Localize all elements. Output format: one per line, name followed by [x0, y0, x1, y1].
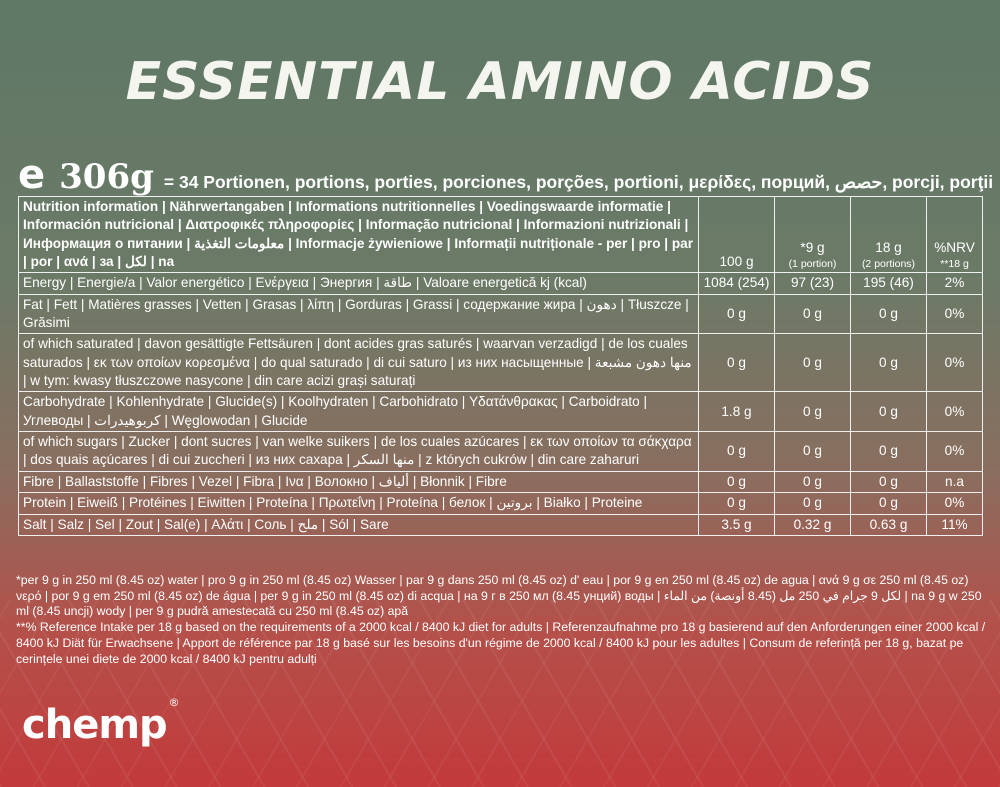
table-row-sugars — [19, 432, 983, 472]
row-label: Salt | Salz | Sel | Zout | Sal(e) | Αλάτι | Соль | ملح | Sól | Sare — [19, 514, 699, 535]
table-row-saturated — [19, 334, 983, 392]
footnote-serving: *per 9 g in 250 ml (8.45 oz) water | pro 9 g in 250 ml (8.45 oz) Wasser | par 9 g dans 250 ml (8.45 oz) d' eau | por 9 g en 250 ml (8.45 oz) de agua | ανά 9 g σε 250 ml (8.45 oz) νερό | por 9 g em 250 ml (8.45 oz) de água | per 9 g in 250 ml (8.45 oz) di acqua | на 9 г в 250 мл (8.45 унций) воды | لكل 9 جرام في 250 مل (8.45 أونصة) من الماء | na 9 g w 250 ml (8.45 uncji) wody | per 9 g pudră amestecată cu 250 ml (8.45 oz) apă — [16, 573, 982, 619]
header-nrv-sub: **18 g — [940, 258, 969, 271]
header-9g-sub: (1 portion) — [788, 258, 837, 271]
header-label: Nutrition information | Nährwertangaben | Informations nutritionnelles | Voedingswaarde informatie | Información nutricional | Διατροφικές πληροφορίες | Informação nutricional | Informazioni nutrizionali | Информация о питании | معلومات التغذية | Informacje żywieniowe | Informații nutriționale - per | pro | par | por | ανά | за | لكل | na — [19, 197, 699, 273]
value-18g: 195 (46) — [851, 273, 927, 294]
value-9g: 0 g — [775, 471, 851, 492]
value-9g: 0 g — [775, 493, 851, 514]
value-nrv: 11% — [927, 514, 983, 535]
portions-text: = 34 Portionen, portions, porties, porciones, porções, portioni, μερίδες, порций, حصص, porcji, porţii — [163, 172, 994, 192]
value-100g: 0 g — [699, 294, 775, 334]
table-row-salt — [19, 514, 983, 535]
value-100g: 0 g — [699, 493, 775, 514]
value-9g: 97 (23) — [775, 273, 851, 294]
value-18g: 0 g — [851, 471, 927, 492]
table-row-protein — [19, 493, 983, 514]
footnotes — [16, 573, 986, 667]
value-18g: 0 g — [851, 334, 927, 392]
value-nrv: 0% — [927, 334, 983, 392]
row-label: of which saturated | davon gesättigte Fettsäuren | dont acides gras saturés | waarvan verzadigd | de los cuales saturados | εκ των οποίων κορεσμένα | do qual saturado | di cui saturo | из них насыщенные | منها دهون مشبعة | w tym: kwasy tłuszczowe nasycone | din care acizi grași saturați — [19, 334, 699, 392]
value-18g: 0.63 g — [851, 514, 927, 535]
value-9g: 0 g — [775, 432, 851, 472]
header-9g-label: *9 g — [800, 239, 825, 255]
value-nrv: 2% — [927, 273, 983, 294]
header-18g — [851, 197, 927, 273]
value-nrv: 0% — [927, 294, 983, 334]
header-18g-label: 18 g — [875, 239, 902, 255]
header-18g-sub: (2 portions) — [861, 258, 916, 271]
value-100g: 1.8 g — [699, 392, 775, 432]
row-label: Protein | Eiweiß | Protéines | Eiwitten | Proteína | Πρωτεΐνη | Proteína | белок | بروتين | Białko | Proteine — [19, 493, 699, 514]
row-label: Carbohydrate | Kohlenhydrate | Glucide(s) | Koolhydraten | Carbohidrato | Υδατάνθρακας | Carboidrato | Углеводы | كربوهيدرات | Węglowodan | Glucide — [19, 392, 699, 432]
value-9g: 0 g — [775, 294, 851, 334]
registered-mark: ® — [168, 696, 179, 709]
estimated-sign: e — [18, 152, 46, 198]
value-100g: 0 g — [699, 432, 775, 472]
header-nrv-label: %NRV — [934, 239, 975, 255]
row-label: Energy | Energie/a | Valor energético | Ενέργεια | Энергия | طاقة | Valoare energetică kj (kcal) — [19, 273, 699, 294]
value-100g: 0 g — [699, 471, 775, 492]
row-label: Fibre | Ballaststoffe | Fibres | Vezel | Fibra | Ινα | Волокно | ألياف | Błonnik | Fibre — [19, 471, 699, 492]
net-weight-line — [18, 152, 994, 198]
brand-logo — [22, 696, 179, 748]
value-9g: 0 g — [775, 392, 851, 432]
value-nrv: 0% — [927, 432, 983, 472]
value-nrv: 0% — [927, 392, 983, 432]
table-row-fat — [19, 294, 983, 334]
value-100g: 3.5 g — [699, 514, 775, 535]
value-nrv: 0% — [927, 493, 983, 514]
table-row-carbohydrate — [19, 392, 983, 432]
brand-logo-text: chemp — [22, 702, 167, 748]
table-row-fibre — [19, 471, 983, 492]
header-nrv — [927, 197, 983, 273]
nutrition-table — [18, 196, 983, 536]
header-100g-label: 100 g — [719, 254, 754, 270]
product-title: ESSENTIAL AMINO ACIDS — [125, 52, 875, 112]
value-18g: 0 g — [851, 432, 927, 472]
header-100g — [699, 197, 775, 273]
row-label: of which sugars | Zucker | dont sucres | van welke suikers | de los cuales azúcares | εκ των οποίων τα σάκχαρα | dos quais açúcares | di cui zuccheri | из них сахара | منها السكر | z których cukrów | din care zaharuri — [19, 432, 699, 472]
value-nrv: n.a — [927, 471, 983, 492]
row-label: Fat | Fett | Matières grasses | Vetten | Grasas | λίπη | Gorduras | Grassi | содержание жира | دهون | Tłuszcze | Grăsimi — [19, 294, 699, 334]
value-100g: 0 g — [699, 334, 775, 392]
footnote-reference-intake: **% Reference Intake per 18 g based on the requirements of a 2000 kcal / 8400 kJ diet for adults | Referenzaufnahme pro 18 g basierend auf den Anforderungen einer 2000 kcal / 8400 kJ Diät für Erwachsene | Apport de référence par 18 g basé sur les besoins d'un régime de 2000 kcal / 8400 kJ pour les adultes | Consum de referință per 18 g, bazat pe cerințele unei diete de 2000 kcal / 8400 kJ pentru adulți — [16, 620, 986, 666]
value-18g: 0 g — [851, 493, 927, 514]
header-9g — [775, 197, 851, 273]
value-18g: 0 g — [851, 392, 927, 432]
table-header-row — [19, 197, 983, 273]
table-row-energy — [19, 273, 983, 294]
value-18g: 0 g — [851, 294, 927, 334]
value-9g: 0 g — [775, 334, 851, 392]
net-weight: 306g — [59, 157, 154, 197]
value-100g: 1084 (254) — [699, 273, 775, 294]
value-9g: 0.32 g — [775, 514, 851, 535]
